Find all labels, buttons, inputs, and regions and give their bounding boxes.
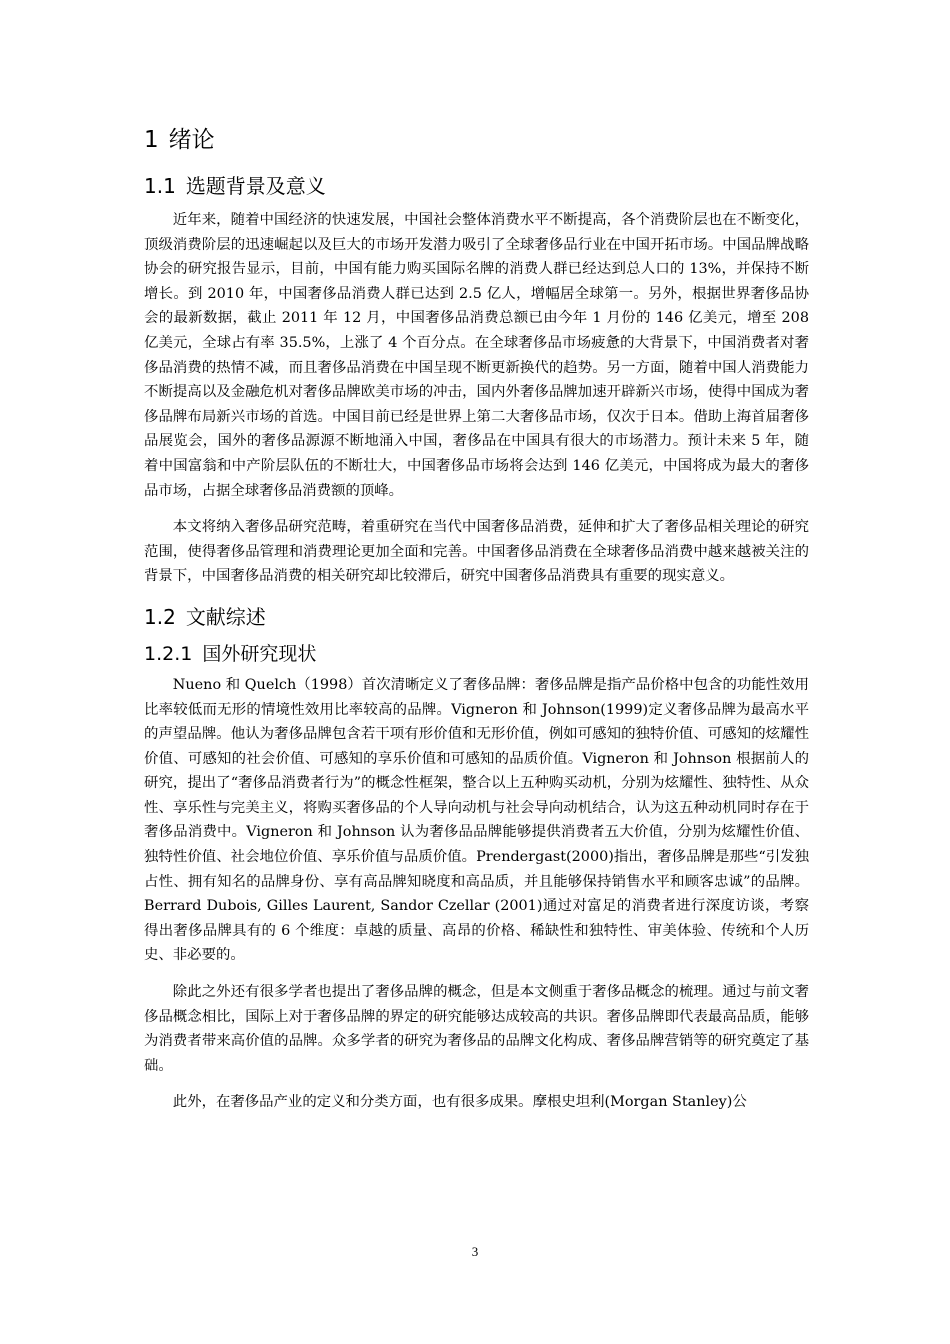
section-heading-1-1 [144,170,809,202]
paragraph: 近年来，随着中国经济的快速发展，中国社会整体消费水平不断提高，各个消费阶层也在不断变化，顶级消费阶层的迅速崛起以及巨大的市场开发潜力吸引了全球奢侈品行业在中国开拓市场。中国品牌战略协会的研究报告显示，目前，中国有能力购买国际名牌的消费人群已经达到总人口的 13%，并保持不断增长。到 2010 年，中国奢侈品消费人群已达到 2.5 亿人，增幅居全球第一。另外，根据世界奢侈品协会的最新数据，截止 2011 年 12 月，中国奢侈品消费总额已由今年 1 月份的 146 亿美元，增至 208 亿美元，全球占有率 35.5%，上涨了 4 个百分点。在全球奢侈品市场疲惫的大背景下，中国消费者对奢侈品消费的热情不减，而且奢侈品消费在中国呈现不断更新换代的趋势。另一方面，随着中国人消费能力不断提高以及金融危机对奢侈品牌欧美市场的冲击，国内外奢侈品牌加速开辟新兴市场，使得中国成为奢侈品牌布局新兴市场的首选。中国目前已经是世界上第二大奢侈品市场，仅次于日本。借助上海首届奢侈品展览会，国外的奢侈品源源不断地涌入中国，奢侈品在中国具有很大的市场潜力。预计未来 5 年，随着中国富翁和中产阶层队伍的不断壮大，中国奢侈品市场将会达到 146 亿美元，中国将成为最大的奢侈品市场，占据全球奢侈品消费额的顶峰。 [144,212,809,499]
chapter-heading [144,120,809,160]
section-number: 1.1 [144,174,176,198]
subsection-title: 国外研究现状 [202,642,317,665]
section-heading-1-2 [144,601,809,633]
paragraph: 本文将纳入奢侈品研究范畴，着重研究在当代中国奢侈品消费，延伸和扩大了奢侈品相关理论的研究范围，使得奢侈品管理和消费理论更加全面和完善。中国奢侈品消费在全球奢侈品消费中越来越被关注的背景下，中国奢侈品消费的相关研究却比较滞后，研究中国奢侈品消费具有重要的现实意义。 [144,519,809,585]
subsection-number: 1.2.1 [144,642,193,665]
page-body [144,120,809,1127]
chapter-title: 绪论 [168,127,215,153]
paragraph: 此外，在奢侈品产业的定义和分类方面，也有很多成果。摩根史坦利(Morgan Stanley)公 [172,1094,747,1111]
chapter-number: 1 [144,127,159,153]
page-number: 3 [471,1244,479,1259]
section-title: 文献综述 [185,604,266,629]
paragraph: 除此之外还有很多学者也提出了奢侈品牌的概念，但是本文侧重于奢侈品概念的梳理。通过与前文奢侈品概念相比，国际上对于奢侈品牌的界定的研究能够达成较高的共识。奢侈品牌即代表最高品质，能够为消费者带来高价值的品牌。众多学者的研究为奢侈品的品牌文化构成、奢侈品牌营销等的研究奠定了基础。 [144,984,809,1074]
section-number: 1.2 [144,604,176,629]
subsection-heading-1-2-1 [144,639,809,669]
paragraph: Nueno 和 Quelch（1998）首次清晰定义了奢侈品牌：奢侈品牌是指产品价格中包含的功能性效用比率较低而无形的情境性效用比率较高的品牌。Vigneron 和 Johnson(1999)定义奢侈品牌为最高水平的声望品牌。他认为奢侈品牌包含若干项有形价值和无形价值，例如可感知的独特价值、可感知的炫耀性价值、可感知的社会价值、可感知的享乐价值和可感知的品质价值。Vigneron 和 Johnson 根据前人的研究，提出了“奢侈品消费者行为”的概念性框架，整合以上五种购买动机，分别为炫耀性、独特性、从众性、享乐性与完美主义，将购买奢侈品的个人导向动机与社会导向动机结合，认为这五种动机同时存在于奢侈品消费中。Vigneron 和 Johnson 认为奢侈品品牌能够提供消费者五大价值，分别为炫耀性价值、独特性价值、社会地位价值、享乐价值与品质价值。Prendergast(2000)指出，奢侈品牌是那些“引发独占性、拥有知名的品牌身份、享有高品牌知晓度和高品质，并且能够保持销售水平和顾客忠诚”的品牌。Berrard Dubois, Gilles Laurent, Sandor Czellar (2001)通过对富足的消费者进行深度访谈，考察得出奢侈品牌具有的 6 个维度：卓越的质量、高昂的价格、稀缺性和独特性、审美体验、传统和个人历史、非必要的。 [144,676,809,964]
section-title: 选题背景及意义 [185,174,326,198]
